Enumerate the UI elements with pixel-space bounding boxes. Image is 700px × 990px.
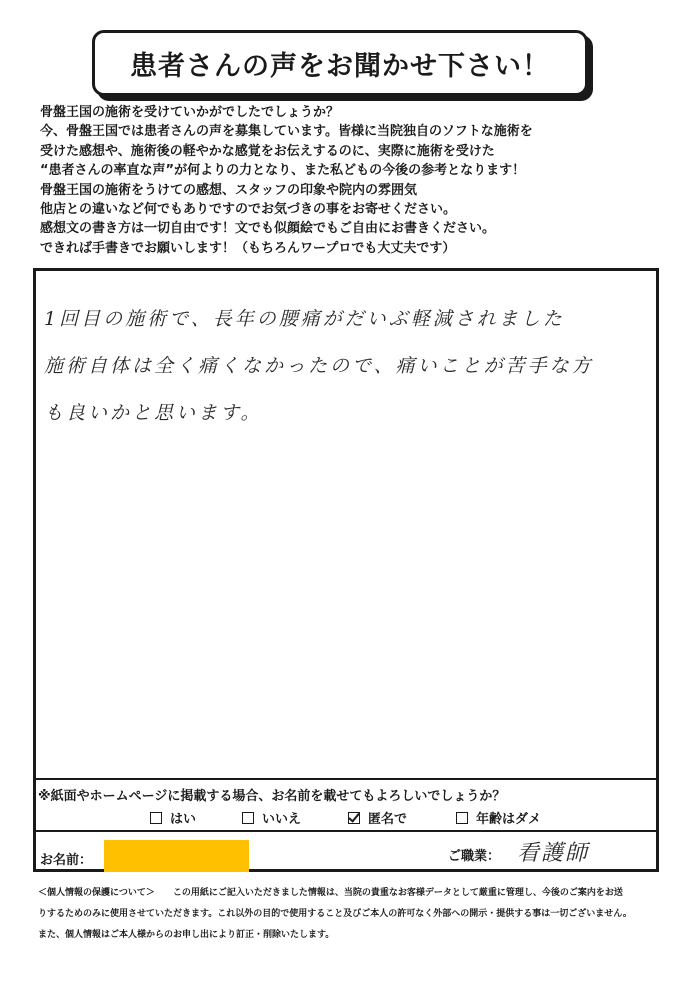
intro-line: できれば手書きでお願いします！（もちろんワープロでも大丈夫です）: [40, 240, 456, 256]
intro-text: [40, 103, 670, 258]
option-label: はい: [170, 812, 197, 827]
comment-line: 施術自体は全く痛くなかったので、痛いことが苦手な方: [44, 355, 594, 377]
option-label: 年齢はダメ: [476, 812, 542, 827]
option-no-age[interactable]: [456, 808, 541, 827]
checkbox[interactable]: [242, 812, 254, 824]
option-yes[interactable]: [150, 808, 242, 827]
page-title: 患者さんの声をお聞かせ下さい！: [130, 50, 550, 82]
consent-options: [150, 808, 541, 827]
comment-line: も良いかと思います。: [44, 402, 263, 424]
consent-question: ※紙面やホームページに掲載する場合、お名前を載せてもよろしいでしょうか？: [38, 789, 506, 804]
occupation-value: 看護師: [517, 841, 590, 866]
intro-line: 骨盤王国の施術を受けていかがでしたでしょうか？: [40, 105, 340, 120]
option-label: 匿名で: [368, 812, 408, 827]
divider: [33, 830, 659, 832]
intro-line: 今、骨盤王国では患者さんの声を募集しています。皆様に当院独自のソフトな施術を: [40, 124, 533, 140]
privacy-line: ＜個人情報の保護について＞ この用紙にご記入いただきました情報は、当院の貴重なお客様データとして厳重に管理し、今後のご案内をお送: [38, 888, 623, 898]
privacy-line: また、個人情報はご本人様からのお申し出により訂正・削除いたします。: [38, 930, 335, 940]
option-no[interactable]: [242, 808, 348, 827]
handwritten-comment: [44, 296, 644, 437]
option-anonymous[interactable]: [348, 808, 456, 827]
divider: [33, 778, 659, 780]
intro-line: 骨盤王国の施術をうけての感想、スタッフの印象や院内の雰囲気: [40, 182, 418, 198]
privacy-line: りするためのみに使用させていただきます。これ以外の目的で使用すること及びご本人の許可なく外部への開示・提供する事は一切ございません。: [38, 909, 632, 919]
checkbox-checked[interactable]: [348, 812, 360, 824]
name-label: お名前：: [40, 853, 93, 868]
intro-line: 他店との違いなど何でもありですのでお気づきの事をお寄せください。: [40, 202, 457, 218]
name-redaction: [104, 840, 249, 872]
occupation-label: ご職業：: [448, 849, 501, 864]
privacy-notice: [38, 883, 668, 946]
intro-line: “患者さんの率直な声”が何よりの力となり、また私どもの今後の参考となります！: [40, 163, 526, 179]
title-box: [92, 30, 588, 96]
checkbox[interactable]: [456, 812, 468, 824]
option-label: いいえ: [262, 812, 302, 827]
intro-line: 受けた感想や、施術後の軽やかな感覚をお伝えするのに、実際に施術を受けた: [40, 143, 495, 159]
comment-line: 1回目の施術で、長年の腰痛がだいぶ軽減されました: [44, 308, 565, 330]
intro-line: 感想文の書き方は一切自由です！文でも似顔絵でもご自由にお書きください。: [40, 221, 496, 237]
checkbox[interactable]: [150, 812, 162, 824]
